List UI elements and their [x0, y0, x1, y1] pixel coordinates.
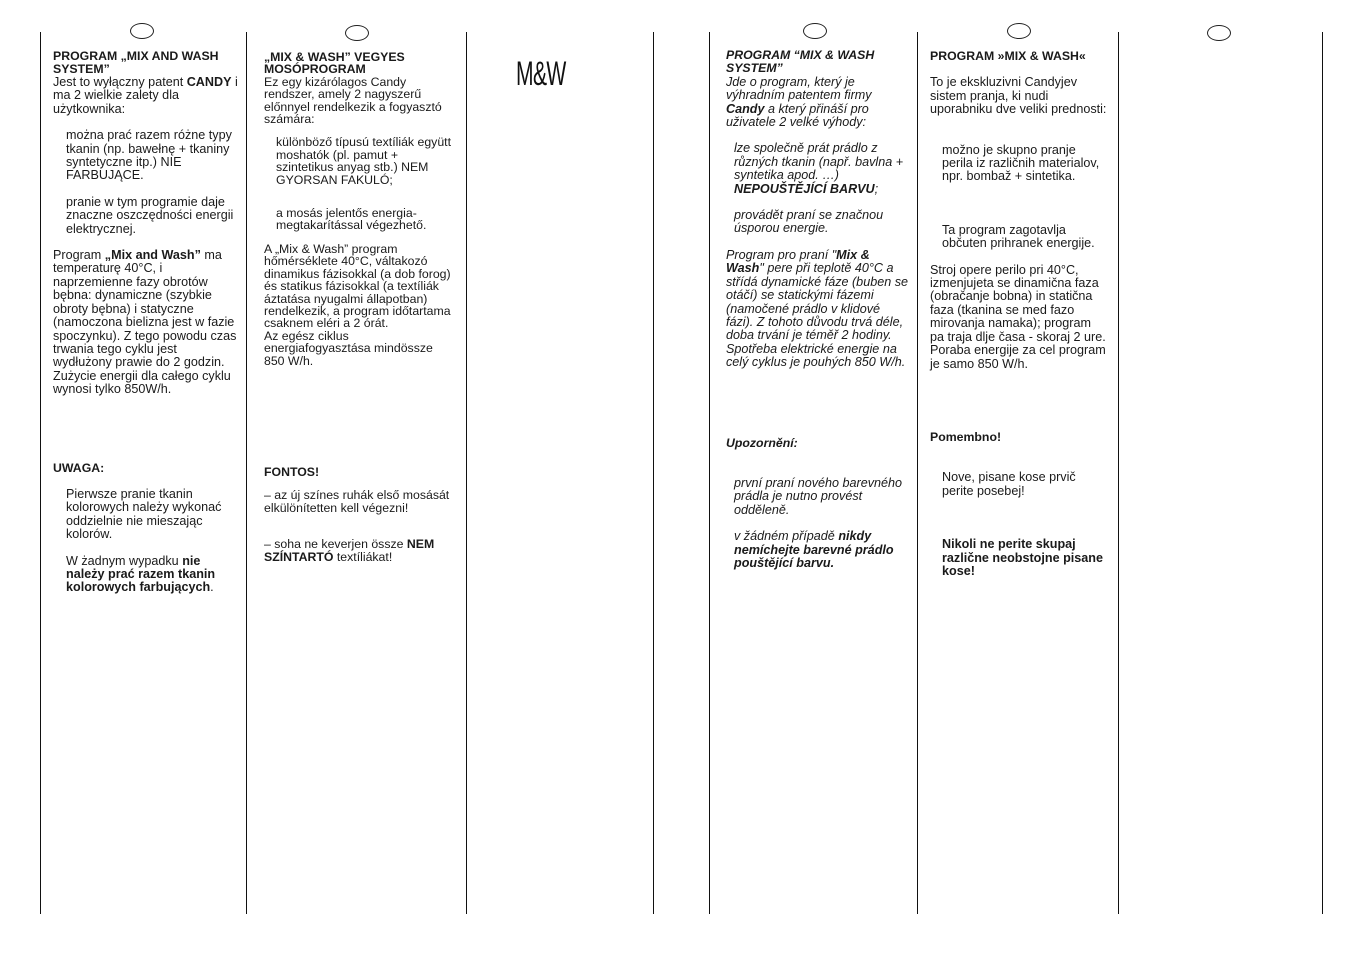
warning-title: FONTOS!	[264, 464, 320, 479]
warning-title: UWAGA:	[53, 460, 105, 475]
language-flag-oval	[345, 25, 369, 41]
benefit-item: provádět praní se značnou úsporou energie.	[734, 208, 884, 236]
warning-item: Nikoli ne perite skupaj različne neobstojne pisane kose!	[942, 537, 1103, 578]
warning-item: – soha ne keverjen össze NEM SZÍNTARTÓ textíliákat!	[264, 537, 435, 564]
column-divider	[466, 32, 467, 914]
polish-section	[53, 50, 238, 595]
warning-item: W żadnym wypadku nie należy prać razem tkanin kolorowych farbujących.	[66, 553, 216, 595]
intro-text: To je ekskluzivni Candyjev sistem pranja, ki nudi uporabniku dve veliki prednosti:	[930, 75, 1107, 117]
column-divider	[653, 32, 654, 914]
energy-consumption: Zużycie energii dla całego cyklu wynosi tylko 850W/h.	[53, 368, 231, 397]
warning-title: Pomembno!	[930, 429, 1002, 444]
warning-title: Upozornění:	[726, 435, 798, 450]
language-flag-oval	[130, 23, 154, 39]
column-divider	[1322, 32, 1323, 914]
benefit-item: pranie w tym programie daje znaczne oszczędności energii elektrycznej.	[66, 194, 234, 236]
section-title: PROGRAM “MIX & WASH SYSTEM”	[726, 48, 875, 76]
section-title: „MIX & WASH” VEGYES MOSÓPROGRAM	[264, 50, 405, 77]
warning-item: – az új színes ruhák első mosását elkülönítetten kell végezni!	[264, 488, 450, 515]
section-title: PROGRAM „MIX AND WASH SYSTEM”	[53, 49, 219, 76]
column-divider	[709, 32, 710, 914]
column-divider	[1118, 32, 1119, 914]
language-flag-oval	[1007, 23, 1031, 39]
benefit-item: a mosás jelentős energia-megtakarítással végezhető.	[276, 206, 427, 233]
slovene-section	[930, 50, 1108, 578]
energy-consumption: Poraba energije za cel program je samo 850 W/h.	[930, 343, 1106, 371]
program-description: Program „Mix and Wash” ma temperaturę 40°C, i naprzemienne fazy obrotów bębna: dynamiczne (szybkie obroty bębna) i statyczne (namoczona bielizna jest w fazie spoczynku). Z tego powodu czas trwania tego cyklu jest wydłużony prawie do 2 godzin.	[53, 248, 237, 370]
benefit-item: možno je skupno pranje perila iz različnih materialov, npr. bombaž + sintetika.	[942, 142, 1100, 184]
warning-item: v žádném případě nikdy nemíchejte barevné prádlo pouštějící barvu.	[734, 529, 894, 570]
column-divider	[40, 32, 41, 914]
warning-item: Nove, pisane kose prvič perite posebej!	[942, 470, 1076, 498]
hungarian-section	[264, 51, 454, 563]
benefit-item: lze společně prát prádlo z různých tkanin (např. bavlna + syntetika apod. …) NEPOUŠTĚJÍCÍ BARVU;	[734, 141, 904, 196]
warning-item: první praní nového barevného prádla je nutno provést odděleně.	[734, 475, 903, 517]
program-description: Program pro praní "Mix & Wash" pere při teplotě 40°C a střídá dynamické fáze (buben se otáčí) se statickými fázemi (namočené prádlo v klidové fázi). Z tohoto důvodu trvá déle, doba trvání je téměř 2 hodiny.	[726, 247, 909, 343]
language-flag-oval	[1207, 25, 1231, 41]
benefit-item: különböző típusú textíliák együtt moshatók (pl. pamut + szintetikus anyag stb.) NEM GYORSAN FAKULÓ;	[276, 135, 451, 187]
section-title: PROGRAM »MIX & WASH«	[930, 49, 1086, 63]
intro-text: Jde o program, který je výhradním patentem firmy Candy a který přináší pro uživatele 2 velké výhody:	[726, 74, 872, 130]
energy-consumption: Az egész ciklus energiafogyasztása mindössze 850 W/h.	[264, 328, 433, 368]
czech-section	[726, 49, 908, 570]
program-description: Stroj opere perilo pri 40°C, izmenjujeta se dinamična faza (obračanje bobna) in statična faza (tkanina se med fazo mirovanja namaka); program pa traja dlje časa - skoraj 2 ure.	[930, 262, 1106, 344]
program-description: A „Mix & Wash” program hőmérséklete 40°C, váltakozó dinamikus fázisokkal (a dob forog) és statikus fázisokkal (a textíliák áztatása nyugalmi állapotban) rendelkezik, a program időtartama csaknem eléri a 2 órát.	[264, 241, 451, 331]
mix-wash-logo: M&W	[516, 55, 566, 93]
language-flag-oval	[803, 23, 827, 39]
intro-text: Jest to wyłączny patent CANDY i ma 2 wielkie zalety dla użytkownika:	[53, 75, 238, 116]
column-divider	[917, 32, 918, 914]
benefit-item: Ta program zagotavlja občuten prihranek energije.	[942, 222, 1095, 251]
energy-consumption: Spotřeba elektrické energie na celý cyklus je pouhých 850 W/h.	[726, 341, 906, 370]
benefit-item: można prać razem różne typy tkanin (np. bawełnę + tkaniny syntetyczne itp.) NIE FARBUJĄCE.	[66, 128, 232, 183]
column-divider	[246, 32, 247, 914]
warning-item: Pierwsze pranie tkanin kolorowych należy wykonać oddzielnie nie mieszając kolorów.	[66, 486, 222, 542]
intro-text: Ez egy kizárólagos Candy rendszer, amely 2 nagyszerű előnnyel rendelkezik a fogyasztó számára:	[264, 74, 442, 127]
